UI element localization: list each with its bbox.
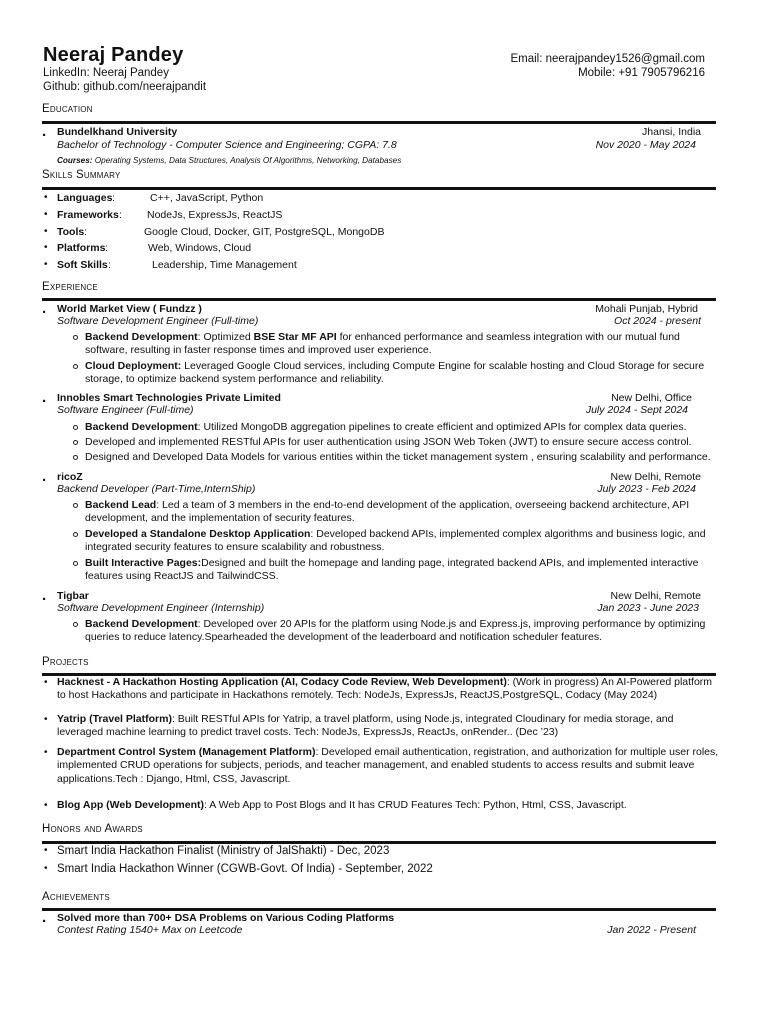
bullet-highlight: BSE Star MF API xyxy=(253,331,337,343)
github-link[interactable]: Github: github.com/neerajpandit xyxy=(43,81,207,93)
skill-colon: : xyxy=(119,209,122,221)
skill-colon: : xyxy=(112,192,115,204)
bullet: • xyxy=(44,209,48,220)
bullet-text xyxy=(85,618,719,645)
section-rule xyxy=(42,187,716,190)
candidate-name: Neeraj Pandey xyxy=(43,44,184,66)
project-description: : Built RESTful APIs for Yatrip, a travel platform, using Node.js, integrated Cloudinary for media storage, and leveraged machine learning to predict travel costs. Tech: NodeJs, ExpressJs, ReactJs, onRender.. (Dec ’23) xyxy=(57,713,674,739)
project-text xyxy=(57,799,722,812)
bullet-text xyxy=(85,451,719,464)
bullet-circle xyxy=(73,622,78,627)
job-role: Backend Developer (Part-Time,InternShip) xyxy=(57,483,256,495)
job-dates: July 2024 - Sept 2024 xyxy=(585,404,688,416)
skill-label: Platforms xyxy=(57,242,106,254)
bullet-circle xyxy=(73,561,78,566)
section-rule xyxy=(42,908,716,911)
linkedin-link[interactable]: LinkedIn: Neeraj Pandey xyxy=(43,67,169,79)
project-text xyxy=(57,676,722,703)
bullet-rest: : Led a team of 3 members in the end-to-end development of the application, overseeing backend architecture, API development, and the implementation of security features. xyxy=(85,499,690,525)
job-role: Software Development Engineer (Internship) xyxy=(57,602,265,614)
honor-text: Smart India Hackathon Winner (CGWB-Govt. Of India) - September, 2022 xyxy=(57,863,433,875)
project-description: : (Work in progress) An AI-Powered platform to host Hackathons and participate in Hackathons remotely. Tech: NodeJs, ExpressJs, ReactJS,PostgreSQL, Codacy (May 2024) xyxy=(57,676,713,702)
bullet: . xyxy=(42,300,47,317)
skill-colon: : xyxy=(108,259,111,271)
job-role: Software Engineer (Full-time) xyxy=(57,404,194,416)
honor-text: Smart India Hackathon Finalist (Ministry of JalShakti) - Dec, 2023 xyxy=(57,845,390,857)
skill-value: NodeJs, ExpressJs, ReactJS xyxy=(147,209,283,221)
job-location: Mohali Punjab, Hybrid xyxy=(595,303,698,315)
bullet: • xyxy=(44,192,48,203)
bullet-lead: Backend Development xyxy=(85,331,198,343)
section-title-achievements: Achievements xyxy=(42,891,110,903)
skill-label: Frameworks xyxy=(57,209,119,221)
project-name: Department Control System (Management Platform) xyxy=(57,746,316,758)
bullet-rest: Developed and implemented RESTful APIs for user authentication using JSON Web Token (JWT) to ensure secure access control. xyxy=(85,436,692,448)
courses-list: Operating Systems, Data Structures, Analysis Of Algorithms, Networking, Databases xyxy=(92,156,402,165)
bullet-circle xyxy=(73,425,78,430)
bullet: . xyxy=(42,123,47,140)
project-name: Yatrip (Travel Platform) xyxy=(57,713,172,725)
bullet-text xyxy=(85,436,719,449)
bullet-rest: for enhanced performance and seamless integration with our mutual fund software, resulting in faster response times and improved user experience. xyxy=(85,331,680,357)
bullet-circle xyxy=(73,364,78,369)
company-name: ricoZ xyxy=(57,471,83,483)
section-title-skills: Skills Summary xyxy=(42,169,121,181)
bullet-rest: : Developed over 20 APIs for the platform using Node.js and Express.js, improving performance by optimizing queries to reduce latency.Spearheaded the development of the leaderboard and notification scheduler features. xyxy=(85,618,706,644)
job-dates: July 2023 - Feb 2024 xyxy=(597,483,696,495)
achievement-detail: Contest Rating 1540+ Max on Leetcode xyxy=(57,924,243,936)
bullet: • xyxy=(44,747,48,758)
bullet-rest: Leveraged Google Cloud services, including Compute Engine for scalable hosting and Cloud Storage for secure storage, to optimize backend system performance and reliability. xyxy=(85,360,705,386)
company-name: Innobles Smart Technologies Private Limited xyxy=(57,392,281,404)
skill-colon: : xyxy=(105,242,108,254)
bullet: . xyxy=(42,587,47,604)
section-rule xyxy=(42,298,716,301)
bullet-lead: Backend Development xyxy=(85,618,198,630)
bullet: • xyxy=(44,863,48,874)
courses-label: Courses: xyxy=(57,156,93,165)
bullet: • xyxy=(44,845,48,856)
school-location: Jhansi, India xyxy=(642,126,701,138)
bullet-circle xyxy=(73,455,78,460)
achievement-dates: Jan 2022 - Present xyxy=(607,924,696,936)
job-role: Software Development Engineer (Full-time) xyxy=(57,315,259,327)
bullet-rest: Designed and Developed Data Models for various entities within the ticket management system , ensuring scalability and performance. xyxy=(85,451,711,463)
skill-colon: : xyxy=(84,226,87,238)
bullet-lead: Developed a Standalone Desktop Application xyxy=(85,528,311,540)
bullet-lead: Backend Lead xyxy=(85,499,157,511)
achievement-headline: Solved more than 700+ DSA Problems on Various Coding Platforms xyxy=(57,912,395,924)
bullet-text xyxy=(85,557,719,584)
bullet-text xyxy=(85,331,719,358)
bullet-rest: Designed and built the homepage and landing page, integrated backend APIs, and implemented interactive features using ReactJS and TailwindCSS. xyxy=(85,557,699,583)
bullet: . xyxy=(42,909,47,926)
bullet-text xyxy=(85,421,719,434)
mobile-number: Mobile: +91 7905796216 xyxy=(578,67,705,79)
bullet: • xyxy=(44,242,48,253)
degree: Bachelor of Technology - Computer Science and Engineering; CGPA: 7.8 xyxy=(57,139,397,151)
section-title-projects: Projects xyxy=(42,656,89,668)
bullet-circle xyxy=(73,440,78,445)
bullet-text xyxy=(85,360,719,387)
bullet-lead: Built Interactive Pages: xyxy=(85,557,202,569)
job-location: New Delhi, Remote xyxy=(610,471,701,483)
job-dates: Oct 2024 - present xyxy=(614,315,701,327)
bullet-circle xyxy=(73,335,78,340)
project-text xyxy=(57,746,722,786)
bullet: • xyxy=(44,259,48,270)
bullet-text xyxy=(85,499,719,526)
school-name: Bundelkhand University xyxy=(57,126,178,138)
project-name: Blog App (Web Development) xyxy=(57,799,204,811)
bullet-circle xyxy=(73,503,78,508)
bullet-rest: : Utilized MongoDB aggregation pipelines to create efficient and optimized APIs for complex data queries. xyxy=(197,421,687,433)
bullet-lead: Backend Development xyxy=(85,421,198,433)
email-link[interactable]: Email: neerajpandey1526@gmail.com xyxy=(510,53,705,65)
bullet-text xyxy=(85,528,719,555)
section-title-education: Education xyxy=(42,103,93,115)
section-rule xyxy=(42,841,716,844)
job-dates: Jan 2023 - June 2023 xyxy=(597,602,699,614)
bullet-circle xyxy=(73,532,78,537)
skill-label: Tools xyxy=(57,226,85,238)
section-rule xyxy=(42,121,716,124)
education-dates: Nov 2020 - May 2024 xyxy=(595,139,696,151)
job-location: New Delhi, Office xyxy=(611,392,692,404)
job-location: New Delhi, Remote xyxy=(610,590,701,602)
company-name: World Market View ( Fundzz ) xyxy=(57,303,202,315)
project-description: : Developed email authentication, registration, and authorization for multiple user roles, implemented CRUD operations for subjects, periods, and teacher management, and enabled students to access results and submit leave applications.Tech : Django, Html, CSS, Javascript. xyxy=(57,746,719,785)
bullet: . xyxy=(42,468,47,485)
bullet: . xyxy=(42,389,47,406)
bullet-lead: Cloud Deployment: xyxy=(85,360,182,372)
skill-value: Web, Windows, Cloud xyxy=(148,242,252,254)
project-text xyxy=(57,713,722,740)
bullet: • xyxy=(44,800,48,811)
skill-value: C++, JavaScript, Python xyxy=(150,192,264,204)
bullet-rest: : Developed backend APIs, implemented complex algorithms and business logic, and integrated security features to ensure scalability and robustness. xyxy=(85,528,706,554)
skill-label: Soft Skills xyxy=(57,259,108,271)
bullet: • xyxy=(44,226,48,237)
section-title-experience: Experience xyxy=(42,281,98,293)
project-name: Hacknest - A Hackathon Hosting Application (AI, Codacy Code Review, Web Development) xyxy=(57,676,507,688)
skill-label: Languages xyxy=(57,192,113,204)
company-name: Tigbar xyxy=(57,590,89,602)
skill-value: Leadership, Time Management xyxy=(152,259,297,271)
bullet: • xyxy=(44,714,48,725)
project-description: : A Web App to Post Blogs and It has CRUD Features Tech: Python, Html, CSS, Javascript. xyxy=(204,799,627,811)
skill-value: Google Cloud, Docker, GIT, PostgreSQL, MongoDB xyxy=(144,226,385,238)
bullet: • xyxy=(44,677,48,688)
section-title-honors: Honors and Awards xyxy=(42,823,143,835)
bullet-pre: : Optimized xyxy=(197,331,254,343)
